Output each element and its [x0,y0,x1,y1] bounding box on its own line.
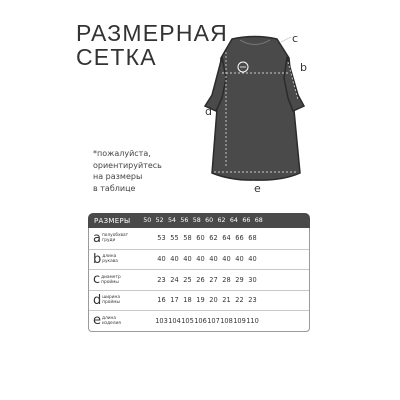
label-e: e [254,182,261,195]
table-row [89,249,309,270]
table-cell: 53 [157,234,166,243]
table-cell: 27 [209,275,218,284]
table-cell: 28 [222,275,231,284]
table-cell: 40 [196,255,205,264]
measure-description: длина изделия [102,315,121,326]
measure-description: ширина проймы [102,295,120,306]
size-header-cell: 62 [217,217,226,224]
table-cell: 40 [209,255,218,264]
size-header-cell: 50 [143,217,152,224]
size-header-cell: 60 [205,217,214,224]
table-cell: 64 [222,234,231,243]
table-cell: 23 [157,275,166,284]
table-cell: 24 [170,275,179,284]
table-cell: 103 [155,316,168,325]
table-cell: 40 [157,255,166,264]
table-cell: 58 [183,234,192,243]
measure-letter: e [93,313,101,329]
table-cell: 104 [168,316,181,325]
size-header-cell: 66 [242,217,251,224]
table-cell: 40 [183,255,192,264]
measure-letter: a [93,230,101,246]
row-label [89,314,155,327]
measure-letter: c [93,272,101,288]
table-cell: 40 [235,255,244,264]
table-cell: 105 [181,316,194,325]
measure-description: диаметр проймы [101,274,121,285]
measure-description: полуобхват груди [101,233,129,244]
table-cell: 30 [248,275,257,284]
size-table-body [88,228,310,332]
measure-letter: b [93,251,102,267]
table-cell: 62 [209,234,218,243]
table-cell: 60 [196,234,205,243]
page-title-line2: СЕТКА [76,44,157,70]
table-cell: 19 [196,296,205,305]
row-label [89,294,155,307]
size-header-cell: 58 [192,217,201,224]
table-cell: 21 [222,296,231,305]
table-cell: 17 [170,296,179,305]
table-cell: 40 [222,255,231,264]
table-cell: 40 [170,255,179,264]
table-row [89,310,309,331]
size-header-cell: 56 [180,217,189,224]
table-cell: 110 [246,316,259,325]
size-header-cell: 64 [229,217,238,224]
label-c: c [292,32,299,45]
size-header-cell: 52 [155,217,164,224]
size-table [88,213,310,332]
table-cell: 18 [183,296,192,305]
table-row [89,290,309,311]
table-cell: 16 [157,296,166,305]
table-cell: 106 [194,316,207,325]
row-label [89,253,155,266]
label-d: d [205,105,212,118]
size-header-cell: 68 [254,217,263,224]
page-title-line1: РАЗМЕРНАЯ [76,20,228,46]
table-cell: 29 [235,275,244,284]
row-label [89,232,155,245]
table-cell: 108 [220,316,233,325]
size-note: *пожалуйста, ориентируйтесь на размеры в таблице [93,149,162,193]
table-row [89,269,309,290]
label-b: b [300,61,307,74]
measure-letter: d [93,292,102,308]
table-cell: 66 [235,234,244,243]
table-cell: 40 [248,255,257,264]
sizes-header-label: РАЗМЕРЫ [94,216,131,225]
table-cell: 23 [248,296,257,305]
table-cell: 107 [207,316,220,325]
table-cell: 109 [233,316,246,325]
table-row [89,228,309,249]
size-header-cell: 54 [167,217,176,224]
dress-silhouette [205,37,304,181]
table-cell: 68 [248,234,257,243]
size-table-header [88,213,310,228]
table-cell: 25 [183,275,192,284]
measure-description: длина рукава [102,254,118,265]
row-label [89,273,155,286]
table-cell: 26 [196,275,205,284]
table-cell: 55 [170,234,179,243]
table-cell: 22 [235,296,244,305]
table-cell: 20 [209,296,218,305]
